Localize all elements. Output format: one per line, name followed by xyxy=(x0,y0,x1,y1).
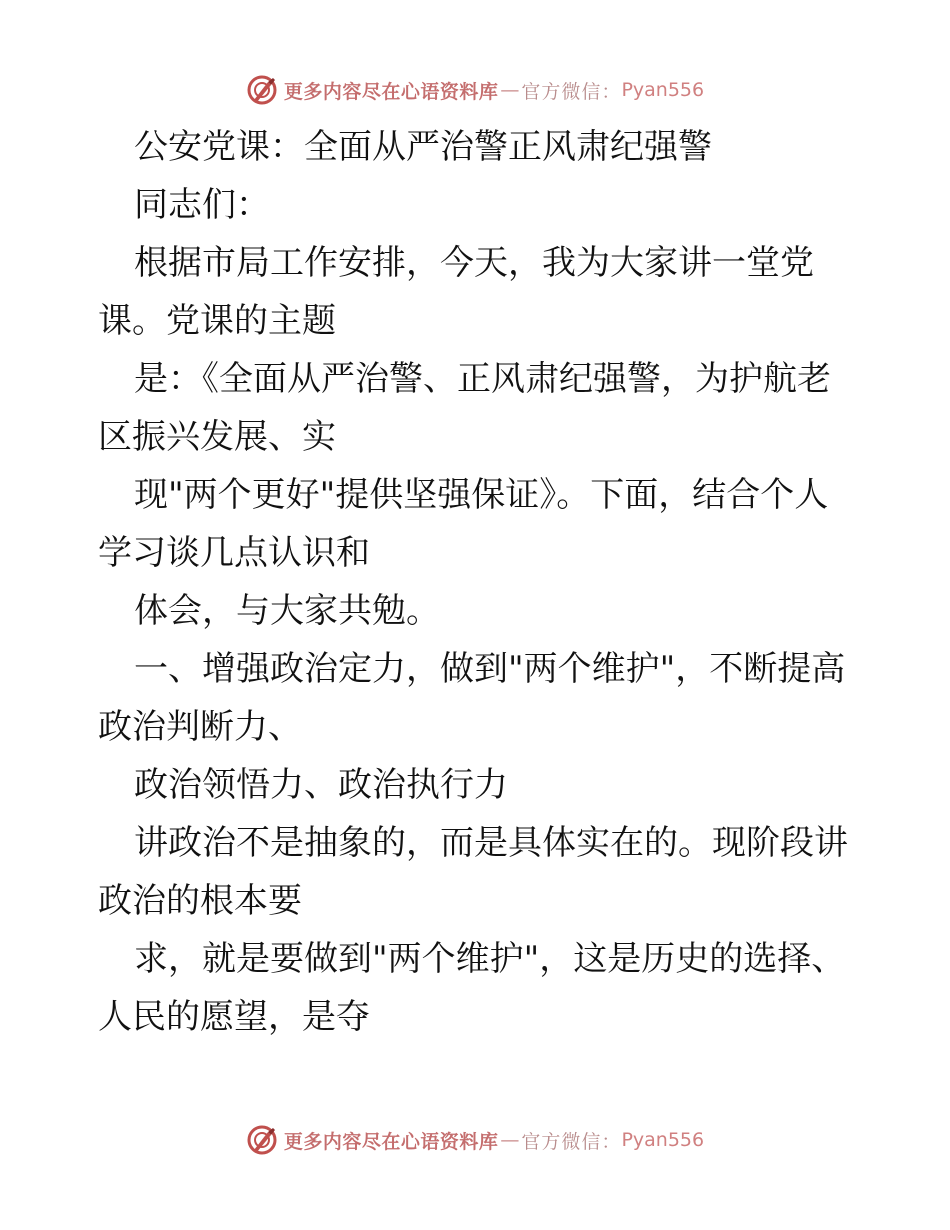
document-title: 公安党课：全面从严治警正风肃纪强警 xyxy=(134,127,712,167)
watermark-separator: — xyxy=(500,79,520,101)
watermark-separator: — xyxy=(500,1129,520,1151)
text-line: 求，就是要做到"两个维护"，这是历史的选择、 xyxy=(134,939,846,979)
section-heading: 政治领悟力、政治执行力 xyxy=(134,765,508,805)
header-watermark xyxy=(0,70,950,110)
pen-logo-icon xyxy=(246,74,278,106)
text-line: 体会，与大家共勉。 xyxy=(134,591,440,631)
section-heading: 政治判断力、 xyxy=(98,707,302,747)
watermark-wechat-id: Pyan556 xyxy=(621,1129,705,1151)
text-line: 区振兴发展、实 xyxy=(98,417,336,457)
watermark-brand: 更多内容尽在心语资料库 xyxy=(283,80,499,103)
salutation: 同志们： xyxy=(134,185,270,225)
text-line: 学习谈几点认识和 xyxy=(98,533,370,573)
text-line: 课。党课的主题 xyxy=(98,301,336,341)
document-body xyxy=(98,118,858,1046)
text-line: 根据市局工作安排，今天，我为大家讲一堂党 xyxy=(134,243,814,283)
watermark-brand: 更多内容尽在心语资料库 xyxy=(283,1130,499,1153)
footer-watermark xyxy=(0,1120,950,1160)
watermark-label: 官方微信： xyxy=(521,1130,622,1153)
section-heading: 一、增强政治定力，做到"两个维护"，不断提高 xyxy=(134,649,846,689)
pen-logo-icon xyxy=(246,1124,278,1156)
text-line: 现"两个更好"提供坚强保证》。下面，结合个人 xyxy=(134,475,829,515)
text-line: 政治的根本要 xyxy=(98,881,302,921)
watermark-wechat-id: Pyan556 xyxy=(621,79,705,101)
watermark-label: 官方微信： xyxy=(521,80,622,103)
text-line: 讲政治不是抽象的，而是具体实在的。现阶段讲 xyxy=(134,823,848,863)
text-line: 是：《全面从严治警、正风肃纪强警，为护航老 xyxy=(134,359,831,399)
text-line: 人民的愿望，是夺 xyxy=(98,997,370,1037)
